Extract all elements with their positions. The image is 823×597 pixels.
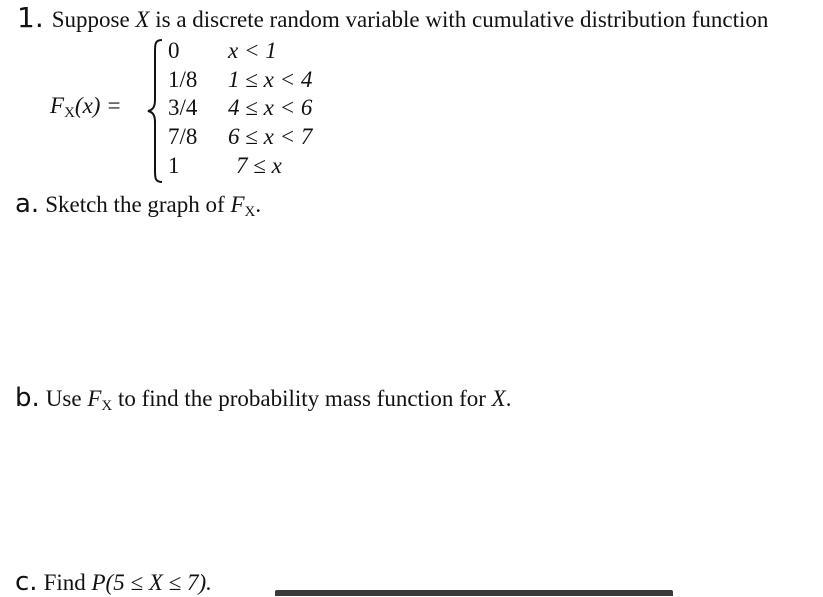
answer-bar [275,590,673,596]
part-a-label: a. [15,189,40,219]
part-a-end: . [255,192,262,217]
left-brace-icon [146,38,166,184]
part-b-text-before: Use [45,386,82,411]
part-c-text: Find [43,570,86,595]
part-c-expr: P(5 ≤ X ≤ 7). [91,570,212,595]
cdf-case-value: 7/8 [168,124,198,149]
problem-statement [17,1,769,34]
cdf-case-condition: 7 ≤ x [236,153,282,178]
part-b-label: b. [15,383,40,413]
part-a-text: Sketch the graph of [45,192,225,217]
part-b [15,384,511,420]
cdf-label-sub: X [64,105,75,121]
problem-number: 1. [17,1,44,34]
part-c-label: c. [15,567,38,597]
cdf-label [50,92,122,127]
cdf-case-value: 1 [168,153,180,178]
part-c [15,568,212,597]
part-b-var: X [491,386,506,411]
cdf-case-condition: 1 ≤ x < 4 [228,67,313,92]
part-a-sub: X [244,204,256,220]
part-a-f: F [230,192,245,217]
part-b-sub: X [101,398,113,414]
part-b-end: . [505,386,512,411]
cdf-case-condition: 6 ≤ x < 7 [228,124,313,149]
cdf-case-condition: x < 1 [228,38,277,63]
cdf-case-value: 1/8 [168,67,198,92]
part-b-f: F [87,386,102,411]
cdf-label-arg: (x) = [74,93,122,118]
problem-text: is a discrete random variable with cumulative distribution function [155,7,769,32]
cdf-label-f: F [50,93,65,118]
part-b-text-after: to find the probability mass function for [117,386,486,411]
problem-variable: X [135,7,150,32]
cdf-case-value: 0 [168,38,180,63]
cdf-case-value: 3/4 [168,95,198,120]
part-a [15,190,261,226]
cdf-case-condition: 4 ≤ x < 6 [228,95,313,120]
problem-intro: Suppose [51,7,130,32]
